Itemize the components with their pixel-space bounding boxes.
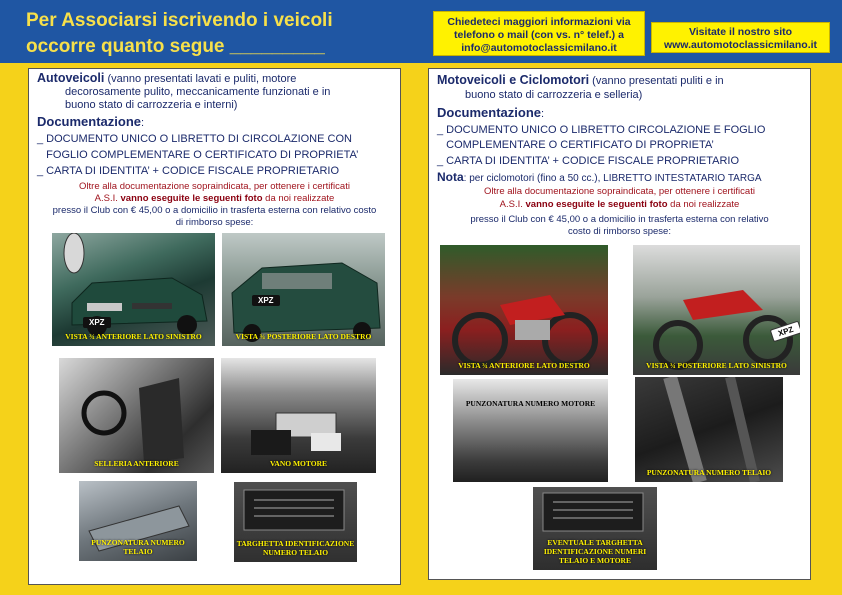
- cars-note-2: decorosamente pulito, meccanicamente funzionati e in: [65, 86, 331, 98]
- title-line-2: occorre quanto segue _________: [26, 36, 325, 57]
- cars-asi: A.S.I.: [94, 193, 118, 204]
- moto-doc-heading-wrap: [437, 106, 544, 121]
- moto-extra-1: Oltre alla documentazione sopraindicata, per ottenere i certificati: [484, 186, 755, 197]
- cars-extra-3: presso il Club con € 45,00 o a domicilio in trasferta esterna con relativo costo: [52, 205, 377, 216]
- cars-doc-colon: :: [141, 117, 145, 129]
- moto-nota: [437, 171, 809, 185]
- frame-icon: [635, 377, 783, 482]
- plate-label: XPZ: [770, 321, 800, 342]
- moto-made-by-us: da noi realizzate: [670, 199, 740, 210]
- cars-extra-1: Oltre alla documentazione sopraindicata, per ottenere i certificati: [79, 181, 350, 192]
- moto-intro: [437, 74, 807, 88]
- website-link[interactable]: www.automotoclassicmilano.it: [663, 39, 818, 51]
- caption-moto-id-plate: EVENTUALE TARGHETTA IDENTIFICAZIONE NUMERI TELAIO E MOTORE: [543, 538, 647, 565]
- moto-note-1: (vanno presentati puliti e in: [592, 75, 724, 87]
- photo-car-interior: [59, 358, 214, 473]
- moto-note-2: buono stato di carrozzeria e selleria): [465, 89, 643, 101]
- engine-icon: [221, 358, 376, 473]
- seat-icon: [59, 358, 214, 473]
- caption-engine-bay: VANO MOTORE: [269, 459, 328, 468]
- caption-moto-front-right: VISTA ¾ ANTERIORE LATO DESTRO: [458, 361, 590, 370]
- photo-chassis-stamp: [79, 481, 197, 561]
- photo-moto-chassis-stamp: [635, 377, 783, 482]
- moto-extra-2: [429, 199, 810, 211]
- moto-nota-label: Nota: [437, 170, 464, 184]
- contact-line-2: telefono o mail (con vs. n° telef.) a: [454, 29, 624, 41]
- moto-doc-line-2: COMPLEMENTARE O CERTIFICATO DI PROPRIETA’: [437, 139, 714, 151]
- cars-doc-line-2: FOGLIO COMPLEMENTARE O CERTIFICATO DI PROPRIETA’: [37, 149, 359, 161]
- photo-moto-front-right: [440, 245, 608, 375]
- page-title: [26, 8, 406, 60]
- caption-rear-right: VISTA ¾ POSTERIORE LATO DESTRO: [235, 332, 372, 341]
- moto-doc-heading: Documentazione: [437, 105, 542, 120]
- cars-heading: Autoveicoli: [37, 71, 105, 85]
- moto-photos-required: vanno eseguite le seguenti foto: [525, 199, 668, 210]
- cars-intro: [37, 72, 397, 86]
- cars-made-by-us: da noi realizzate: [265, 193, 335, 204]
- caption-front-left: VISTA ¾ ANTERIORE LATO SINISTRO: [65, 332, 202, 341]
- cars-doc-line-3: _ CARTA DI IDENTITA’ + CODICE FISCALE PROPRIETARIO: [37, 165, 340, 177]
- cars-doc-heading-wrap: [37, 115, 144, 130]
- caption-id-plate: TARGHETTA IDENTIFICAZIONE NUMERO TELAIO: [236, 539, 355, 557]
- cars-doc-heading: Documentazione: [37, 114, 142, 129]
- photo-car-front-left: [52, 233, 215, 346]
- motorcycle-front-icon: [440, 245, 608, 375]
- cars-doc-line-1: _ DOCUMENTO UNICO O LIBRETTO DI CIRCOLAZIONE CON: [37, 133, 352, 145]
- cars-note-1: (vanno presentati lavati e puliti, motore: [107, 73, 297, 85]
- caption-chassis-stamp: PUNZONATURA NUMERO TELAIO: [91, 538, 185, 556]
- cars-extra-2: [29, 193, 400, 205]
- plate-label: XPZ: [252, 295, 280, 306]
- plate-label: XPZ: [83, 317, 111, 328]
- photo-engine-bay: [221, 358, 376, 473]
- cars-photos-required: vanno eseguite le seguenti foto: [120, 193, 263, 204]
- caption-moto-engine-stamp: PUNZONATURA NUMERO MOTORE: [465, 399, 596, 408]
- moto-heading: Motoveicoli e Ciclomotori: [437, 73, 590, 87]
- cars-panel: [28, 68, 401, 585]
- moto-extra-4: costo di rimborso spese:: [568, 226, 671, 237]
- photo-moto-rear-left: [633, 245, 800, 375]
- moto-doc-line-1: _ DOCUMENTO UNICO O LIBRETTO CIRCOLAZIONE E FOGLIO: [437, 124, 766, 136]
- photo-car-rear-right: [222, 233, 385, 346]
- caption-moto-rear-left: VISTA ¾ POSTERIORE LATO SINISTRO: [646, 361, 787, 370]
- caption-moto-chassis-stamp: PUNZONATURA NUMERO TELAIO: [646, 468, 772, 477]
- cars-note-3: buono stato di carrozzeria e interni): [65, 99, 238, 111]
- motorcycles-panel: [428, 68, 811, 580]
- moto-extra-3: presso il Club con € 45,00 o a domicilio in trasferta esterna con relativo: [470, 214, 769, 225]
- moto-doc-colon: :: [541, 108, 545, 120]
- website-info-box: [651, 22, 830, 53]
- cars-extra-4: di rimborso spese:: [175, 217, 254, 228]
- contact-line-1: Chiedeteci maggiori informazioni via: [447, 16, 631, 28]
- photo-id-plate: [234, 482, 357, 562]
- moto-nota-text: : per ciclomotori (fino a 50 cc.), LIBRETTO INTESTATARIO TARGA: [463, 173, 762, 184]
- photo-moto-engine-stamp: [453, 379, 608, 482]
- car-rear-icon: [222, 233, 385, 346]
- contact-info-box: [433, 11, 645, 56]
- title-line-1: Per Associarsi iscrivendo i veicoli: [26, 10, 333, 31]
- car-front-icon: [52, 233, 215, 346]
- moto-asi: A.S.I.: [499, 199, 523, 210]
- moto-doc-line-3: _ CARTA DI IDENTITA’ + CODICE FISCALE PROPRIETARIO: [437, 155, 740, 167]
- website-line-1: Visitate il nostro sito: [688, 26, 793, 38]
- caption-interior: SELLERIA ANTERIORE: [94, 459, 179, 468]
- motorcycle-rear-icon: [633, 245, 800, 375]
- photo-moto-id-plate: [533, 487, 657, 570]
- contact-email-link[interactable]: info@automotoclassicmilano.it: [461, 42, 617, 54]
